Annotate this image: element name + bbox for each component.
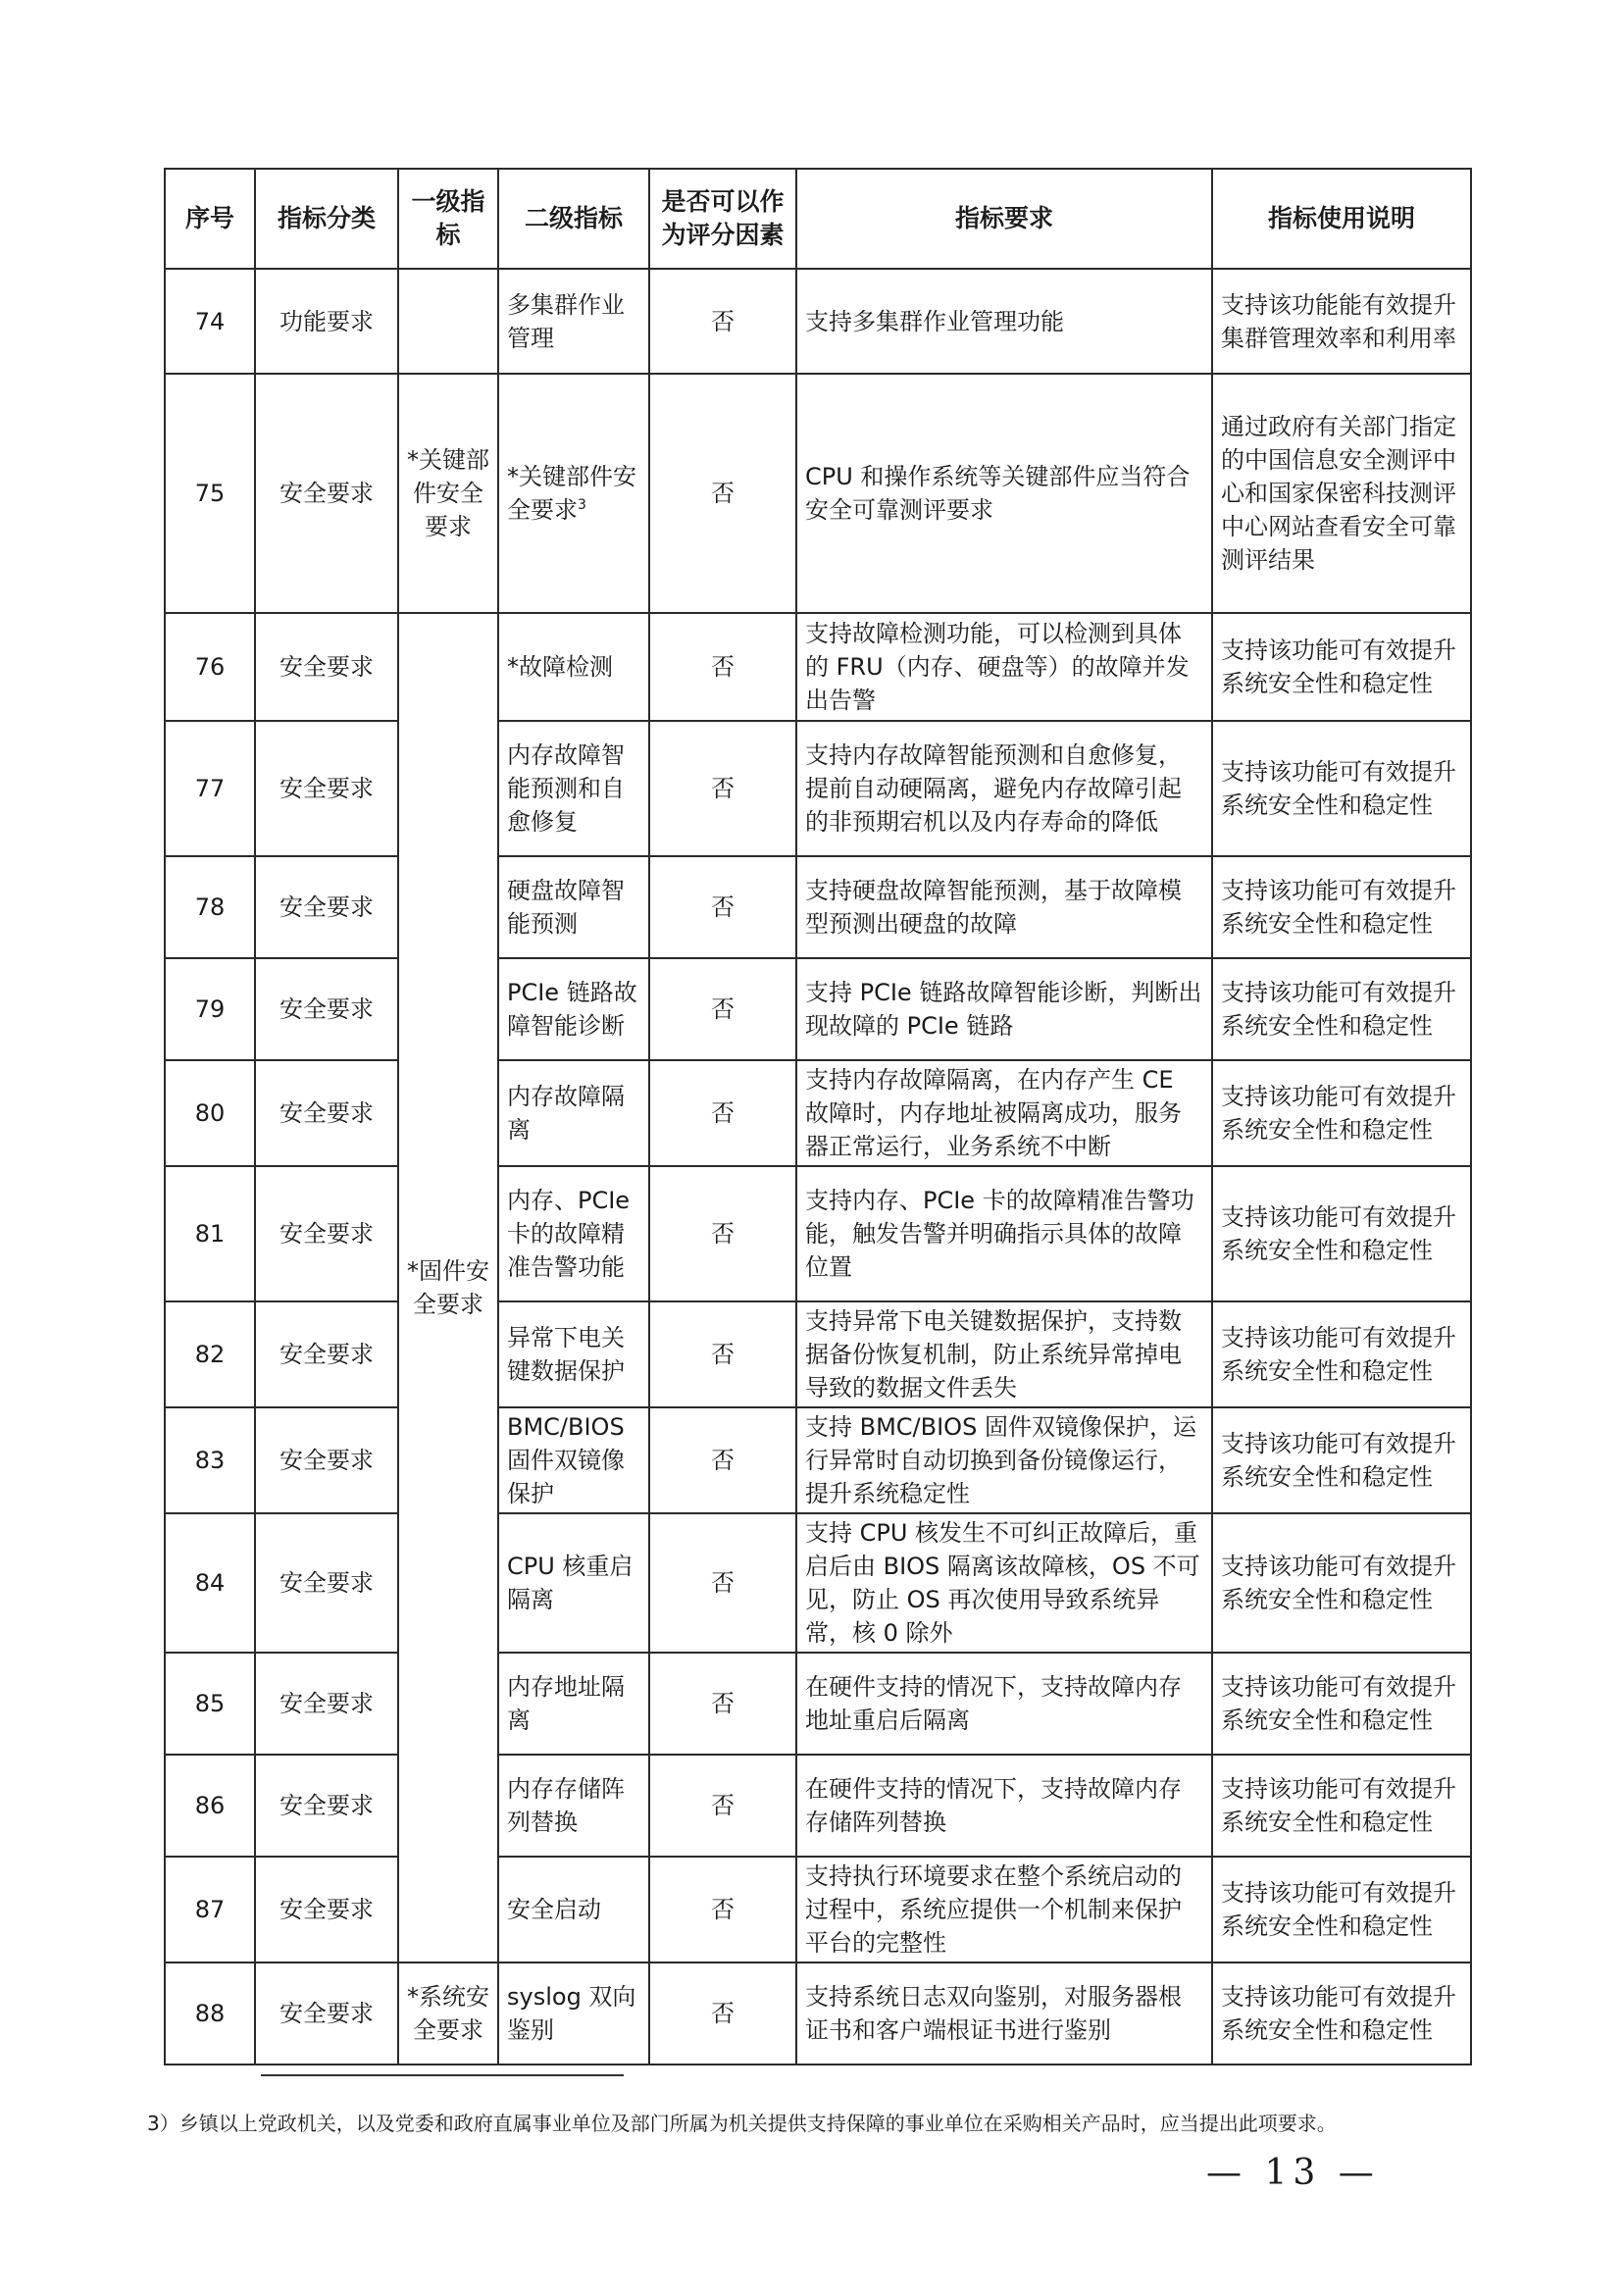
row-requirement: 支持硬盘故障智能预测，基于故障模型预测出硬盘的故障 [796,856,1212,958]
row-no: 76 [165,613,255,721]
row-requirement: CPU 和操作系统等关键部件应当符合安全可靠测评要求 [796,374,1212,613]
table-row [165,1963,1471,2065]
row-requirement: 支持异常下电关键数据保护，支持数据备份恢复机制，防止系统异常掉电导致的数据文件丢失 [796,1301,1212,1407]
row-category: 安全要求 [255,1407,398,1513]
row-level2: CPU 核重启隔离 [498,1513,649,1653]
row-requirement: 支持多集群作业管理功能 [796,269,1212,374]
level1-system: *系统安全要求 [398,1963,498,2065]
row-scoring: 否 [649,1857,796,1963]
row-no: 77 [165,721,255,856]
table-row [165,1301,1471,1407]
row-no: 80 [165,1060,255,1166]
header-category: 指标分类 [255,169,398,269]
row-level2: BMC/BIOS 固件双镜像保护 [498,1407,649,1513]
table-row [165,374,1471,613]
row-no: 87 [165,1857,255,1963]
row-level2: 安全启动 [498,1857,649,1963]
table-row [165,1857,1471,1963]
row-category: 功能要求 [255,269,398,374]
row-category: 安全要求 [255,1301,398,1407]
row-category: 安全要求 [255,1060,398,1166]
row-requirement: 支持 BMC/BIOS 固件双镜像保护，运行异常时自动切换到备份镜像运行，提升系统稳定性 [796,1407,1212,1513]
row-level2: 内存地址隔离 [498,1653,649,1755]
header-requirement: 指标要求 [796,169,1212,269]
row-scoring: 否 [649,1755,796,1857]
header-row [165,169,1471,269]
table-row [165,1755,1471,1857]
row-usage: 通过政府有关部门指定的中国信息安全测评中心和国家保密科技测评中心网站查看安全可靠测评结果 [1212,374,1471,613]
row-category: 安全要求 [255,1653,398,1755]
row-usage: 支持该功能可有效提升系统安全性和稳定性 [1212,1301,1471,1407]
row-no: 84 [165,1513,255,1653]
row-level2: *故障检测 [498,613,649,721]
footnote-divider [261,2074,624,2076]
row-requirement: 在硬件支持的情况下，支持故障内存存储阵列替换 [796,1755,1212,1857]
row-level2: 内存故障智能预测和自愈修复 [498,721,649,856]
page-number: — 13 — [1206,2153,1380,2193]
row-usage: 支持该功能可有效提升系统安全性和稳定性 [1212,1166,1471,1301]
row-no: 79 [165,958,255,1060]
row-usage: 支持该功能能有效提升集群管理效率和利用率 [1212,269,1471,374]
row-category: 安全要求 [255,1755,398,1857]
row-requirement: 支持 PCIe 链路故障智能诊断，判断出现故障的 PCIe 链路 [796,958,1212,1060]
row-level2: 内存、PCIe 卡的故障精准告警功能 [498,1166,649,1301]
row-level2: 硬盘故障智能预测 [498,856,649,958]
row-usage: 支持该功能可有效提升系统安全性和稳定性 [1212,1407,1471,1513]
row-no: 78 [165,856,255,958]
row-category: 安全要求 [255,1166,398,1301]
row-category: 安全要求 [255,958,398,1060]
row-requirement: 支持系统日志双向鉴别，对服务器根证书和客户端根证书进行鉴别 [796,1963,1212,2065]
row-scoring: 否 [649,1653,796,1755]
row-no: 86 [165,1755,255,1857]
row-scoring: 否 [649,1963,796,2065]
level1-key-components: *关键部件安全要求 [398,374,498,613]
row-requirement: 支持内存故障智能预测和自愈修复，提前自动硬隔离，避免内存故障引起的非预期宕机以及内存寿命的降低 [796,721,1212,856]
row-category: 安全要求 [255,1963,398,2065]
row-no: 88 [165,1963,255,2065]
row-scoring: 否 [649,1513,796,1653]
table-row [165,1513,1471,1653]
table-row [165,958,1471,1060]
footnote-ref: 3 [578,497,586,513]
row-usage: 支持该功能可有效提升系统安全性和稳定性 [1212,958,1471,1060]
row-scoring: 否 [649,1166,796,1301]
header-seq: 序号 [165,169,255,269]
row-level2: 异常下电关键数据保护 [498,1301,649,1407]
table-row [165,269,1471,374]
row-no: 82 [165,1301,255,1407]
row-no: 75 [165,374,255,613]
header-usage: 指标使用说明 [1212,169,1471,269]
header-level1: 一级指标 [398,169,498,269]
row-category: 安全要求 [255,721,398,856]
row-usage: 支持该功能可有效提升系统安全性和稳定性 [1212,1857,1471,1963]
row-requirement: 支持内存故障隔离，在内存产生 CE 故障时，内存地址被隔离成功，服务器正常运行，业务系统不中断 [796,1060,1212,1166]
row-level2: 多集群作业管理 [498,269,649,374]
row-category: 安全要求 [255,1857,398,1963]
row-category: 安全要求 [255,1513,398,1653]
row-requirement: 支持内存、PCIe 卡的故障精准告警功能，触发告警并明确指示具体的故障位置 [796,1166,1212,1301]
table-row [165,721,1471,856]
row-scoring: 否 [649,1407,796,1513]
row-category: 安全要求 [255,613,398,721]
row-scoring: 否 [649,1301,796,1407]
row-usage: 支持该功能可有效提升系统安全性和稳定性 [1212,1513,1471,1653]
row-usage: 支持该功能可有效提升系统安全性和稳定性 [1212,1060,1471,1166]
row-level2: PCIe 链路故障智能诊断 [498,958,649,1060]
table-row [165,1060,1471,1166]
row-scoring: 否 [649,856,796,958]
row-level2: *关键部件安全要求$^3$ [498,374,649,613]
row-level1-empty [398,269,498,374]
table-row [165,856,1471,958]
row-usage: 支持该功能可有效提升系统安全性和稳定性 [1212,1755,1471,1857]
row-level2: syslog 双向鉴别 [498,1963,649,2065]
row-requirement: 在硬件支持的情况下，支持故障内存地址重启后隔离 [796,1653,1212,1755]
level1-firmware: *固件安全要求 [398,613,498,1963]
row-level2: 内存存储阵列替换 [498,1755,649,1857]
row-scoring: 否 [649,374,796,613]
row-no: 85 [165,1653,255,1755]
row-scoring: 否 [649,1060,796,1166]
table-row [165,1166,1471,1301]
row-requirement: 支持故障检测功能，可以检测到具体的 FRU（内存、硬盘等）的故障并发出告警 [796,613,1212,721]
row-scoring: 否 [649,269,796,374]
row-category: 安全要求 [255,374,398,613]
footnote: 3）乡镇以上党政机关，以及党委和政府直属事业单位及部门所属为机关提供支持保障的事业单位在采购相关产品时，应当提出此项要求。 [147,2112,1337,2135]
row-usage: 支持该功能可有效提升系统安全性和稳定性 [1212,856,1471,958]
row-no: 83 [165,1407,255,1513]
indicator-table [164,168,1472,2065]
row-no: 74 [165,269,255,374]
header-level2: 二级指标 [498,169,649,269]
table-row [165,1653,1471,1755]
row-usage: 支持该功能可有效提升系统安全性和稳定性 [1212,613,1471,721]
row-level2: 内存故障隔离 [498,1060,649,1166]
row-no: 81 [165,1166,255,1301]
row-requirement: 支持执行环境要求在整个系统启动的过程中，系统应提供一个机制来保护平台的完整性 [796,1857,1212,1963]
row-category: 安全要求 [255,856,398,958]
row-scoring: 否 [649,613,796,721]
row-usage: 支持该功能可有效提升系统安全性和稳定性 [1212,1653,1471,1755]
row-requirement: 支持 CPU 核发生不可纠正故障后，重启后由 BIOS 隔离该故障核，OS 不可见，防止 OS 再次使用导致系统异常，核 0 除外 [796,1513,1212,1653]
header-scoring: 是否可以作为评分因素 [649,169,796,269]
row-scoring: 否 [649,721,796,856]
table-row [165,613,1471,721]
table-row [165,1407,1471,1513]
row-usage: 支持该功能可有效提升系统安全性和稳定性 [1212,1963,1471,2065]
row-usage: 支持该功能可有效提升系统安全性和稳定性 [1212,721,1471,856]
row-scoring: 否 [649,958,796,1060]
